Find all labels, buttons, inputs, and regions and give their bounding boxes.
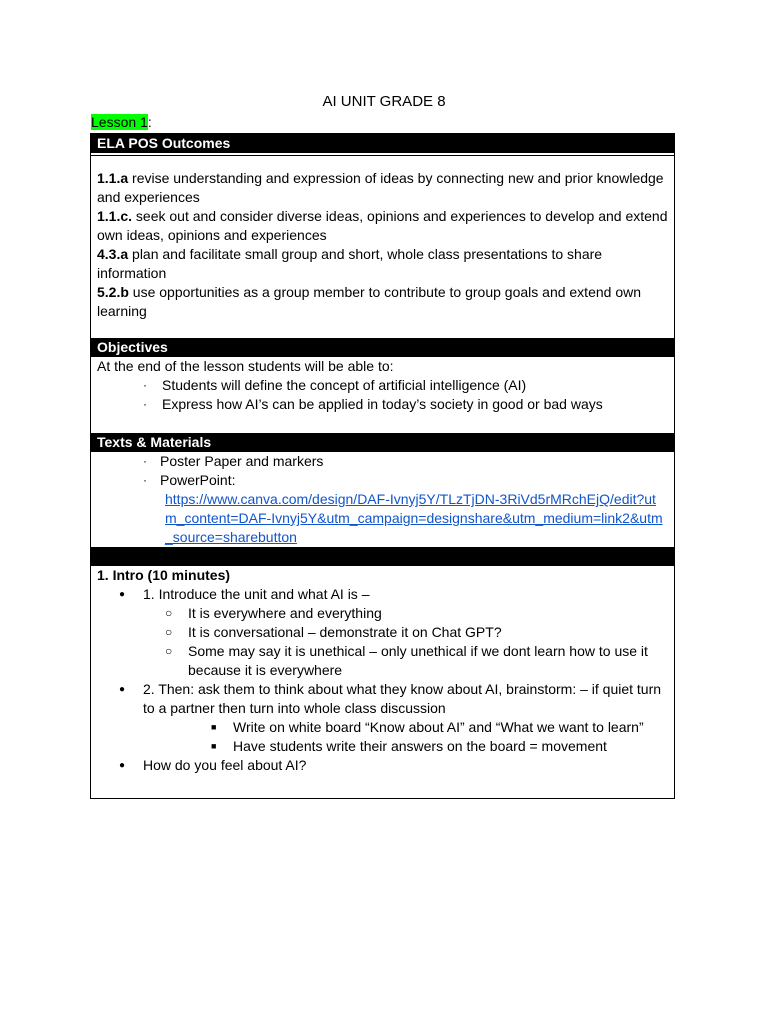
filled-square-bullet-icon: ■ xyxy=(211,722,217,732)
middle-dot-bullet-icon: · xyxy=(143,473,147,487)
outcome-text: revise understanding and expression of ideas by connecting new and prior knowledge and experiences xyxy=(97,170,664,205)
outcome-item xyxy=(97,283,668,321)
objectives-header: Objectives xyxy=(91,338,674,357)
intro-list-item xyxy=(97,737,668,756)
intro-list-item xyxy=(97,585,668,604)
middle-dot-bullet-icon: · xyxy=(143,454,147,468)
intro-title: 1. Intro (10 minutes) xyxy=(97,567,231,583)
outcomes-header: ELA POS Outcomes xyxy=(91,134,674,153)
outcomes-body xyxy=(91,155,674,338)
intro-item-text: How do you feel about AI? xyxy=(143,757,307,773)
middle-dot-bullet-icon: · xyxy=(143,397,147,411)
outcome-code: 1.1.a xyxy=(97,170,129,186)
outcome-code: 4.3.a xyxy=(97,246,129,262)
material-text: PowerPoint: xyxy=(160,472,236,488)
hollow-circle-bullet-icon: ○ xyxy=(165,625,173,639)
intro-list-item xyxy=(97,718,668,737)
intro-item-text: It is conversational – demonstrate it on Chat GPT? xyxy=(188,624,502,640)
intro-list-item xyxy=(97,756,668,775)
material-item xyxy=(97,452,668,471)
outcome-code: 5.2.b xyxy=(97,284,129,300)
materials-body xyxy=(91,452,674,547)
outcome-text: plan and facilitate small group and short, whole class presentations to share information xyxy=(97,246,603,281)
lesson-label-highlight: Lesson 1 xyxy=(91,114,148,130)
outcome-text: use opportunities as a group member to contribute to group goals and extend own learning xyxy=(97,284,642,319)
powerpoint-link[interactable]: https://www.canva.com/design/DAF-Ivnyj5Y/TLzTjDN-3RiVd5rMRchEjQ/edit?utm_content=DAF-Ivnyj5Y&utm_campaign=designshare&utm_medium=link2&utm_source=sharebutton xyxy=(165,491,663,545)
hollow-circle-bullet-icon: ○ xyxy=(165,644,173,658)
objective-text: Students will define the concept of artificial intelligence (AI) xyxy=(162,377,527,393)
lesson-label-suffix: : xyxy=(147,114,152,130)
document-title: AI UNIT GRADE 8 xyxy=(322,93,446,110)
objectives-intro: At the end of the lesson students will be able to: xyxy=(97,358,394,374)
filled-circle-bullet-icon: ● xyxy=(119,589,126,600)
intro-item-text: 2. Then: ask them to think about what they know about AI, brainstorm: – if quiet turn to a partner then turn into whole class discussion xyxy=(143,681,662,716)
objective-text: Express how AI’s can be applied in today’s society in good or bad ways xyxy=(162,396,603,412)
hollow-circle-bullet-icon: ○ xyxy=(165,606,173,620)
intro-item-text: Some may say it is unethical – only unethical if we dont learn how to use it because it is everywhere xyxy=(188,643,648,678)
outcome-item xyxy=(97,245,668,283)
outcome-item xyxy=(97,207,668,245)
intro-item-text: Have students write their answers on the board = movement xyxy=(233,738,607,754)
intro-list-item xyxy=(97,623,668,642)
filled-circle-bullet-icon: ● xyxy=(119,760,126,771)
material-text: Poster Paper and markers xyxy=(160,453,324,469)
filled-square-bullet-icon: ■ xyxy=(211,741,217,751)
materials-header: Texts & Materials xyxy=(91,433,674,452)
outcome-item xyxy=(97,169,668,207)
lesson-table xyxy=(90,133,675,799)
intro-list-item xyxy=(97,642,668,680)
objective-item xyxy=(97,395,668,414)
intro-body xyxy=(91,566,674,798)
outcome-code: 1.1.c. xyxy=(97,208,133,224)
material-item xyxy=(97,471,668,490)
intro-list-item xyxy=(97,604,668,623)
blank-header-bar xyxy=(91,547,674,566)
filled-circle-bullet-icon: ● xyxy=(119,684,126,695)
intro-list-item xyxy=(97,680,668,718)
objectives-body xyxy=(91,357,674,433)
intro-item-text: 1. Introduce the unit and what AI is – xyxy=(143,586,370,602)
intro-item-text: It is everywhere and everything xyxy=(188,605,382,621)
middle-dot-bullet-icon: · xyxy=(143,378,147,392)
lesson-label xyxy=(91,113,152,131)
intro-item-text: Write on white board “Know about AI” and “What we want to learn” xyxy=(233,719,644,735)
objective-item xyxy=(97,376,668,395)
outcome-text: seek out and consider diverse ideas, opinions and experiences to develop and extend own ideas, opinions and experiences xyxy=(97,208,668,243)
